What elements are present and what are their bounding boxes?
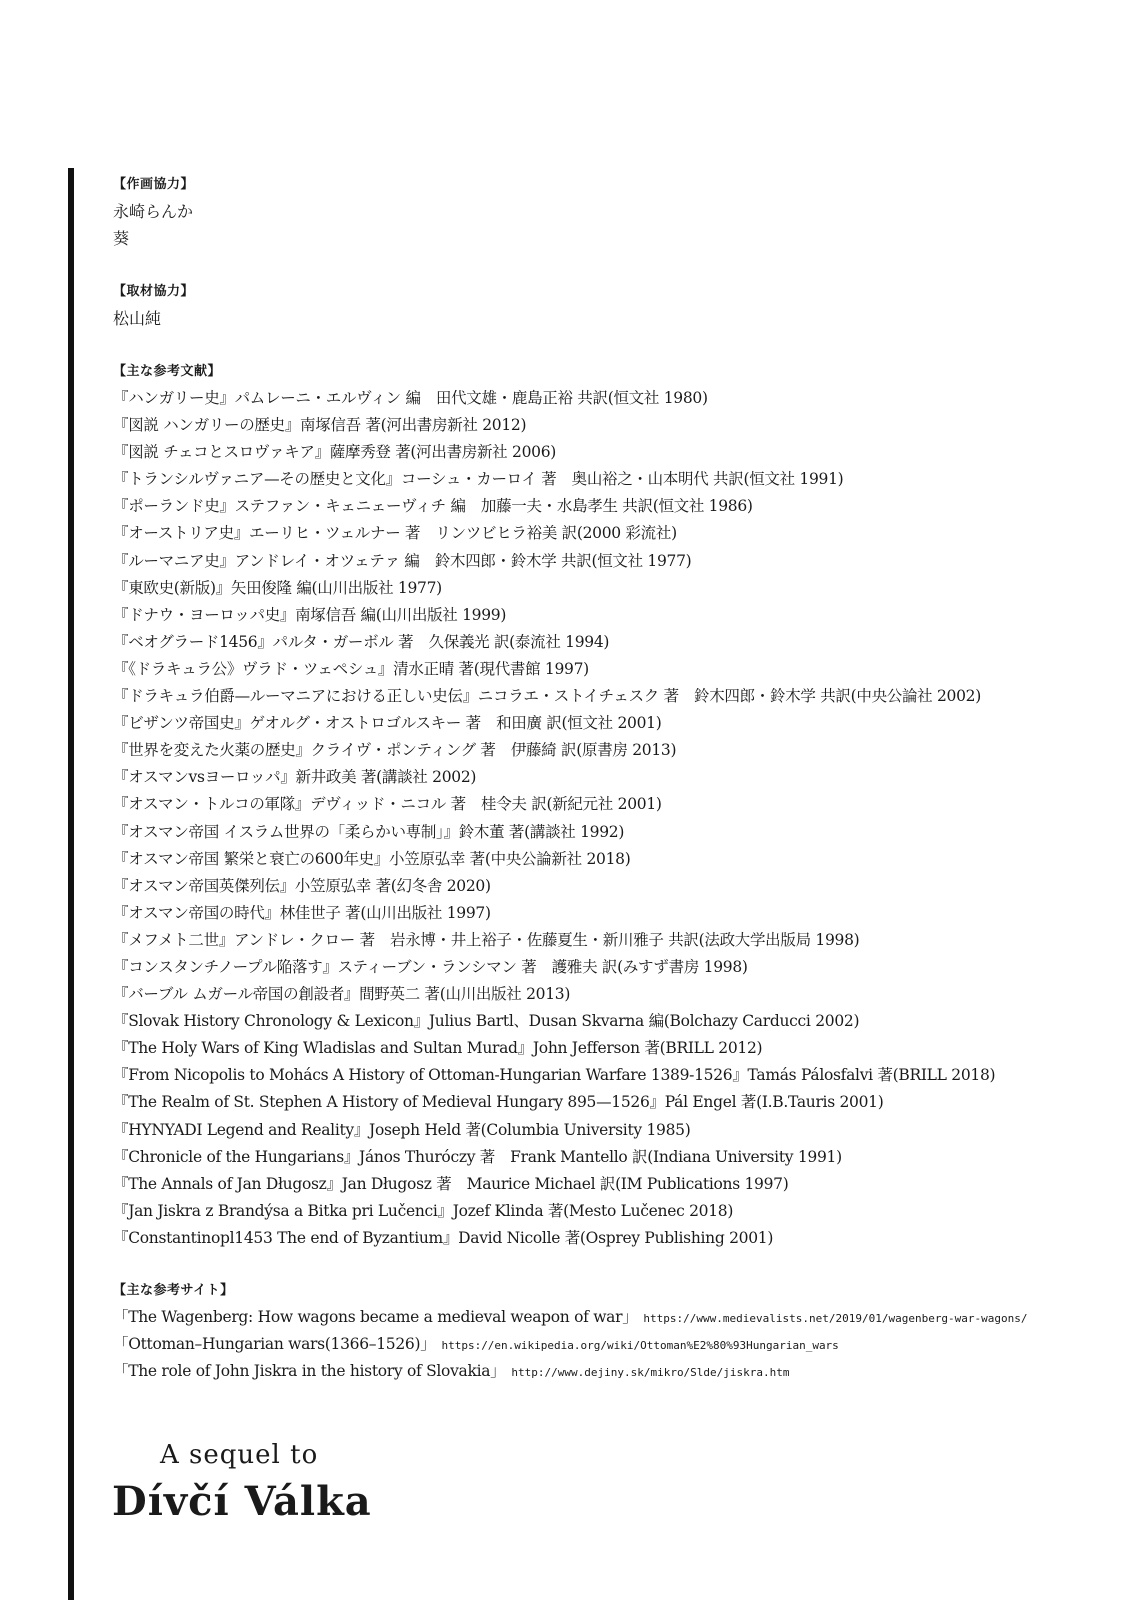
reference-item: 『ベオグラード1456』パルタ・ガーボル 著 久保義光 訳(泰流社 1994) [113, 632, 610, 651]
left-margin-rule [68, 168, 74, 1600]
reference-item: 『ビザンツ帝国史』ゲオルグ・オストロゴルスキー 著 和田廣 訳(恒文社 2001) [113, 714, 662, 733]
reference-item: 『図説 チェコとスロヴァキア』薩摩秀登 著(河出書房新社 2006) [113, 443, 557, 462]
reference-item: 『ハンガリー史』パムレーニ・エルヴィン 編 田代文雄・鹿島正裕 共訳(恒文社 1980) [113, 389, 708, 407]
reference-item: 『オスマン帝国 イスラム世界の「柔らかい専制」』鈴木董 著(講談社 1992) [113, 822, 625, 841]
sequel-caption: A sequel to [160, 1440, 319, 1470]
sites-list [113, 1304, 1113, 1385]
site-url: http://www.dejiny.sk/mikro/Slde/jiskra.htm [511, 1366, 790, 1380]
references-heading: 【主な参考文献】 [113, 364, 222, 379]
reference-item: 『Constantinopl1453 The end of Byzantium』David Nicolle 著(Osprey Publishing 2001) [113, 1228, 774, 1247]
references-list [113, 385, 1113, 1252]
credits-page [113, 172, 1113, 1385]
artwork-heading: 【作画協力】 [113, 177, 195, 192]
reference-item: 『The Annals of Jan Długosz』Jan Długosz 著 Maurice Michael 訳(IM Publications 1997) [113, 1174, 789, 1193]
reference-item: 『Slovak History Chronology & Lexicon』Julius Bartl、Dusan Skvarna 編(Bolchazy Carducci 2002) [113, 1012, 860, 1031]
reference-item: 『オーストリア史』エーリヒ・ツェルナー 著 リンツビヒラ裕美 訳(2000 彩流社) [113, 524, 677, 543]
reference-item: 『コンスタンチノープル陥落す』スティーブン・ランシマン 著 護雅夫 訳(みすず書房 1998) [113, 957, 748, 976]
site-title: 「Ottoman–Hungarian wars(1366–1526)」 [113, 1335, 436, 1354]
reference-item: 『東欧史(新版)』矢田俊隆 編(山川出版社 1977) [113, 578, 442, 597]
site-title: 「The role of John Jiskra in the history of Slovakia」 [113, 1362, 506, 1381]
research-heading: 【取材協力】 [113, 284, 195, 299]
sites-heading: 【主な参考サイト】 [113, 1283, 234, 1298]
reference-item: 『ドラキュラ伯爵—ルーマニアにおける正しい史伝』ニコラエ・ストイチェスク 著 鈴木四郎・鈴木学 共訳(中央公論社 2002) [113, 687, 981, 706]
reference-item: 『ポーランド史』ステファン・キェニェーヴィチ 編 加藤一夫・水島孝生 共訳(恒文社 1986) [113, 497, 753, 516]
reference-item: 『ドナウ・ヨーロッパ史』南塚信吾 編(山川出版社 1999) [113, 605, 507, 624]
reference-item: 『HYNYADI Legend and Reality』Joseph Held 著(Columbia University 1985) [113, 1120, 691, 1139]
reference-item: 『オスマン・トルコの軍隊』デヴィッド・ニコル 著 桂令夫 訳(新紀元社 2001) [113, 795, 662, 814]
reference-item: 『バーブル ムガール帝国の創設者』間野英二 著(山川出版社 2013) [113, 985, 571, 1004]
reference-item: 『世界を変えた火薬の歴史』クライヴ・ポンティング 著 伊藤綺 訳(原書房 2013) [113, 741, 677, 760]
site-url: https://en.wikipedia.org/wiki/Ottoman%E2%80%93Hungarian_wars [441, 1339, 839, 1353]
reference-item: 『《ドラキュラ公》ヴラド・ツェペシュ』清水正晴 著(現代書館 1997) [113, 659, 589, 678]
reference-item: 『The Holy Wars of King Wladislas and Sultan Murad』John Jefferson 著(BRILL 2012) [113, 1039, 763, 1058]
reference-item: 『Jan Jiskra z Brandýsa a Bitka pri Lučenci』Jozef Klinda 著(Mesto Lučenec 2018) [113, 1201, 734, 1220]
title-logo: Dívčí Válka [112, 1478, 372, 1525]
reference-item: 『From Nicopolis to Mohács A History of Ottoman-Hungarian Warfare 1389-1526』Tamás Pálosfalvi 著(BRILL 2018) [113, 1066, 996, 1085]
site-item [113, 1331, 1113, 1358]
site-title: 「The Wagenberg: How wagons became a medieval weapon of war」 [113, 1308, 638, 1326]
site-item [113, 1358, 1113, 1385]
reference-item: 『オスマン帝国の時代』林佳世子 著(山川出版社 1997) [113, 903, 491, 922]
reference-item: 『メフメト二世』アンドレ・クロー 著 岩永博・井上裕子・佐藤夏生・新川雅子 共訳(法政大学出版局 1998) [113, 930, 860, 949]
reference-item: 『ルーマニア史』アンドレイ・オツェテァ 編 鈴木四郎・鈴木学 共訳(恒文社 1977) [113, 551, 692, 570]
reference-item: 『オスマンvsヨーロッパ』新井政美 著(講談社 2002) [113, 768, 477, 787]
research-name: 松山純 [113, 309, 162, 328]
site-item [113, 1304, 1113, 1331]
reference-item: 『オスマン帝国英傑列伝』小笠原弘幸 著(幻冬舎 2020) [113, 876, 491, 895]
reference-item: 『オスマン帝国 繁栄と衰亡の600年史』小笠原弘幸 著(中央公論新社 2018) [113, 849, 631, 868]
reference-item: 『The Realm of St. Stephen A History of Medieval Hungary 895—1526』Pál Engel 著(I.B.Tauris 2001) [113, 1093, 884, 1112]
site-url: https://www.medievalists.net/2019/01/wagenberg-war-wagons/ [643, 1312, 1028, 1325]
reference-item: 『図説 ハンガリーの歴史』南塚信吾 著(河出書房新社 2012) [113, 416, 527, 435]
artwork-name: 葵 [113, 229, 130, 248]
reference-item: 『Chronicle of the Hungarians』János Thuróczy 著 Frank Mantello 訳(Indiana University 1991) [113, 1147, 842, 1166]
artwork-name: 永崎らんか [113, 202, 194, 221]
reference-item: 『トランシルヴァニア—その歴史と文化』コーシュ・カーロイ 著 奥山裕之・山本明代 共訳(恒文社 1991) [113, 470, 844, 489]
